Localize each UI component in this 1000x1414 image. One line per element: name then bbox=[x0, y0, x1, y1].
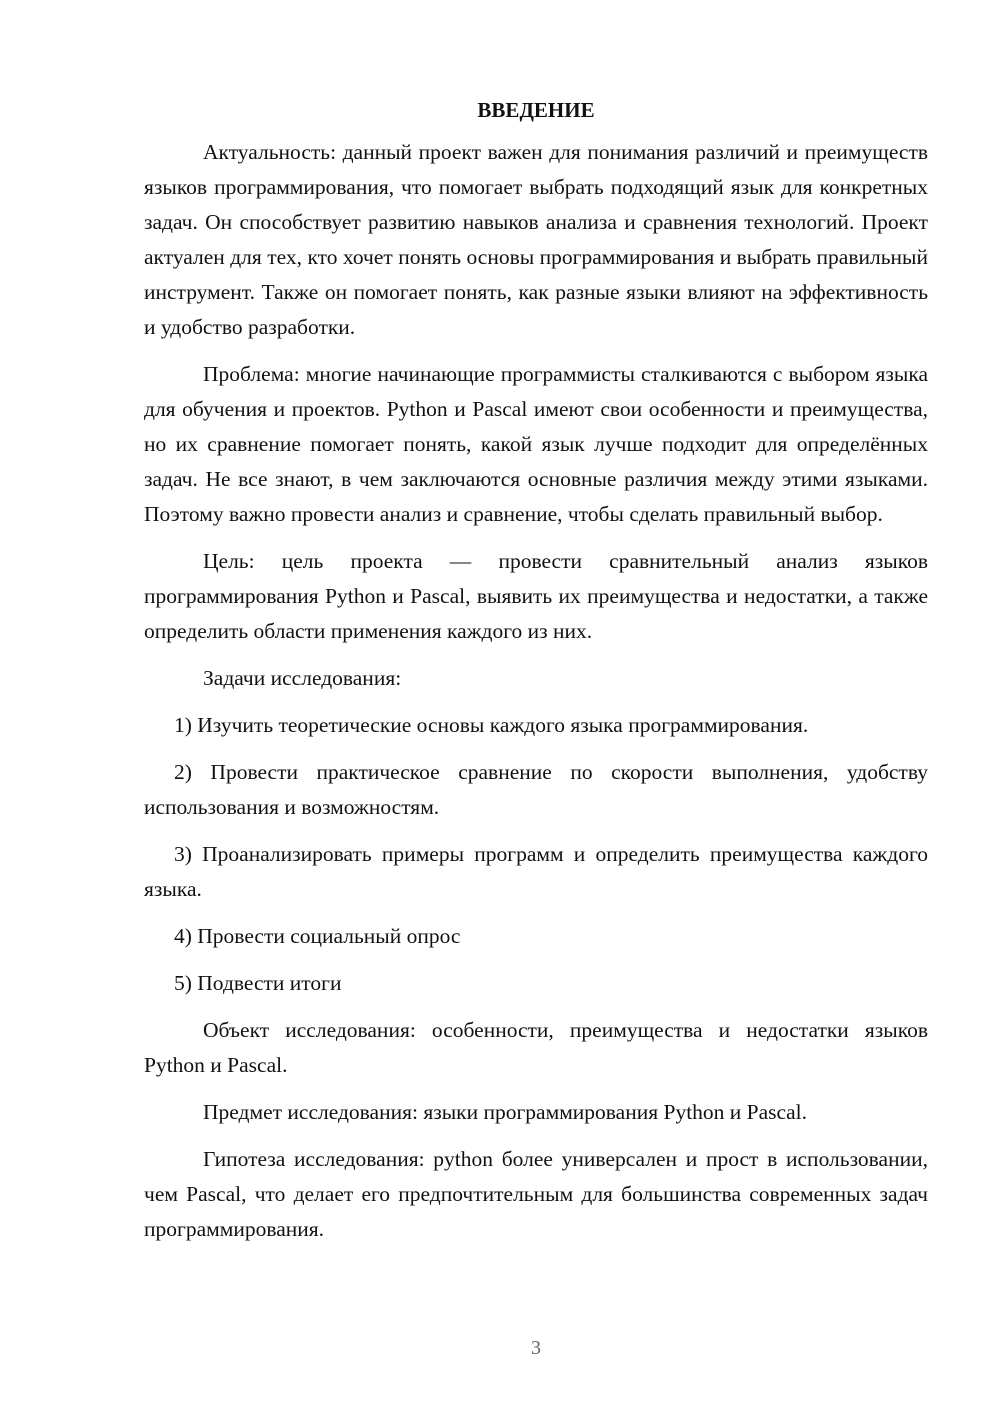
task-item-1: 1) Изучить теоретические основы каждого языка программирования. bbox=[174, 713, 809, 737]
page-number: 3 bbox=[531, 1337, 541, 1359]
paragraph-research-object: Объект исследования: особенности, преимущества и недостатки языков Python и Pascal. bbox=[144, 1018, 928, 1077]
document-title: ВВЕДЕНИЕ bbox=[477, 98, 595, 122]
paragraph-problem: Проблема: многие начинающие программисты сталкиваются с выбором языка для обучения и проектов. Python и Pascal имеют свои особенности и преимущества, но их сравнение помогает понять, какой язык лучше подходит для определённых задач. Не все знают, в чем заключаются основные различия между этими языками. Поэтому важно провести анализ и сравнение, чтобы сделать правильный выбор. bbox=[144, 362, 928, 526]
task-item-5: 5) Подвести итоги bbox=[174, 971, 342, 995]
task-item-3: 3) Проанализировать примеры программ и определить преимущества каждого языка. bbox=[144, 842, 928, 901]
task-item-2: 2) Провести практическое сравнение по скорости выполнения, удобству использования и возможностям. bbox=[144, 760, 928, 819]
paragraph-goal: Цель: цель проекта — провести сравнительный анализ языков программирования Python и Pascal, выявить их преимущества и недостатки, а также определить области применения каждого из них. bbox=[144, 549, 928, 643]
paragraph-hypothesis: Гипотеза исследования: python более универсален и прост в использовании, чем Pascal, что делает его предпочтительным для большинства современных задач программирования. bbox=[144, 1147, 928, 1241]
paragraph-research-subject: Предмет исследования: языки программирования Python и Pascal. bbox=[203, 1100, 807, 1124]
paragraph-tasks-heading: Задачи исследования: bbox=[203, 666, 402, 690]
task-item-4: 4) Провести социальный опрос bbox=[174, 924, 461, 948]
paragraph-relevance: Актуальность: данный проект важен для понимания различий и преимуществ языков программирования, что помогает выбрать подходящий язык для конкретных задач. Он способствует развитию навыков анализа и сравнения технологий. Проект актуален для тех, кто хочет понять основы программирования и выбрать правильный инструмент. Также он помогает понять, как разные языки влияют на эффективность и удобство разработки. bbox=[144, 140, 928, 339]
